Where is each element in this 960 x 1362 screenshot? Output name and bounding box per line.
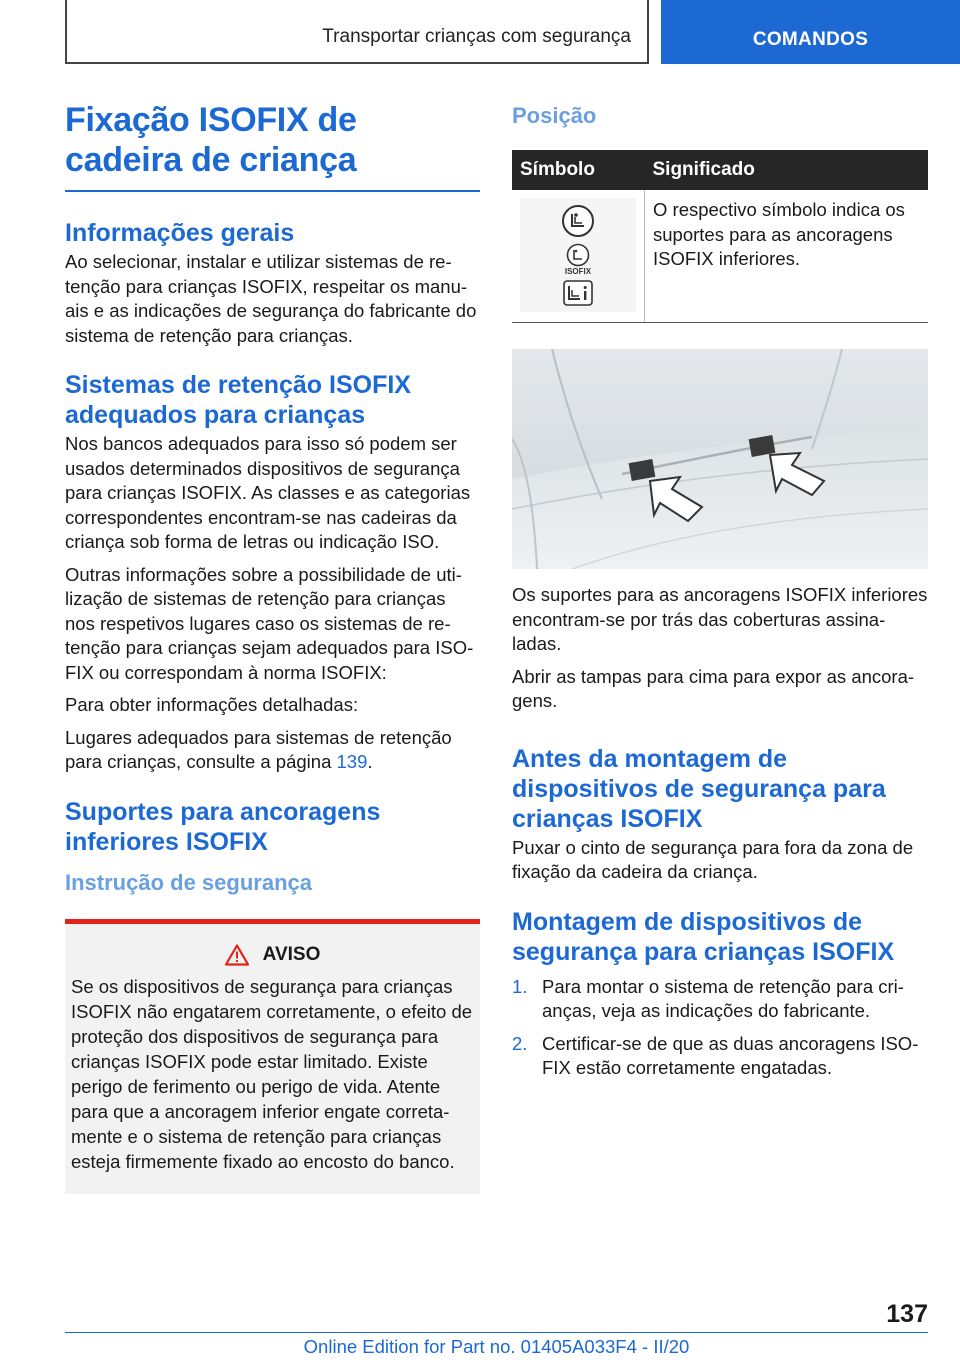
photo-text-2: Abrir as tampas para cima para expor as ancoragens. xyxy=(512,665,915,711)
position-heading: Posição xyxy=(512,103,597,128)
isofix-symbols xyxy=(520,198,636,312)
warning-title: AVISO xyxy=(262,943,321,965)
systems-heading: Sistemas de retenção ISOFIX adequados para crianças xyxy=(65,371,411,429)
chapter-title: Transportar crianças com segurança xyxy=(65,0,649,64)
before-heading: Antes da montagem de dispositivos de segurança para crianças ISOFIX xyxy=(512,744,886,833)
symbol-cell xyxy=(512,190,645,323)
systems-text-1: Nos bancos adequados para isso só podem ser usados determinados dispositivos de segurança para crianças ISOFIX. As classes e as categorias correspondentes encontram-se nas cadeiras da criança sob forma de letras ou indicação ISO. xyxy=(65,433,471,552)
edition-text: Online Edition for Part no. 01405A033F4 - II/20 xyxy=(303,1336,690,1357)
isofix-seat-photo xyxy=(512,349,928,569)
table-header-meaning: Significado xyxy=(645,150,929,190)
warning-header xyxy=(71,944,474,966)
list-item xyxy=(512,1032,928,1081)
symbol-table xyxy=(512,150,928,323)
footer-divider xyxy=(65,1332,928,1333)
mount-steps xyxy=(512,975,928,1081)
warning-text: Se os dispositivos de segurança para crianças ISOFIX não engatarem corretamente, o efeito de proteção dos dispositivos de segurança para crianças ISOFIX pode estar limitado. Existe perigo de ferimento ou perigo de vida. Atente para que a ancoragem inferior engate corretamente e o sistema de retenção para crianças esteja firmemente fixado ao encosto do banco. xyxy=(71,975,473,1172)
safety-subheading: Instrução de segurança xyxy=(65,869,312,895)
meaning-cell: O respectivo símbolo indica os suportes para as ancoragens ISOFIX inferiores. xyxy=(645,190,929,323)
warning-triangle-icon xyxy=(225,944,249,966)
step-text: Certificar-se de que as duas ancoragens ISOFIX estão corretamente engatadas. xyxy=(542,1032,919,1078)
mount-heading: Montagem de dispositivos de segurança para crianças ISOFIX xyxy=(512,907,895,966)
table-row xyxy=(512,190,928,323)
table-header-symbol: Símbolo xyxy=(512,150,645,190)
systems-text-2: Outras informações sobre a possibilidade de utilização de sistemas de retenção para crianças nos respetivos lugares caso os sistemas de retenção para crianças sejam adequados para ISOFIX ou correspondam à norma ISOFIX: xyxy=(65,563,474,683)
right-column xyxy=(512,100,928,1089)
systems-text-4 xyxy=(65,726,480,775)
list-item xyxy=(512,975,928,1024)
section-tab[interactable]: COMANDOS xyxy=(661,0,960,64)
step-number: 1. xyxy=(512,975,528,997)
anchor-heading: Suportes para ancoragens inferiores ISOFIX xyxy=(65,797,381,856)
photo-text-1: Os suportes para as ancoragens ISOFIX inferiores encontram-se por trás das coberturas assinaladas. xyxy=(512,584,928,654)
systems-text-3: Para obter informações detalhadas: xyxy=(65,694,359,715)
step-number: 2. xyxy=(512,1032,528,1054)
before-text: Puxar o cinto de segurança para fora da zona de fixação da cadeira da criança. xyxy=(512,836,914,882)
isofix-icon-label: ISOFIX xyxy=(564,266,592,276)
isofix-circle-icon xyxy=(561,204,595,238)
left-column xyxy=(65,100,480,1194)
isofix-small-circle-icon xyxy=(566,243,590,267)
warning-box xyxy=(65,919,480,1194)
isofix-info-icon xyxy=(563,280,593,306)
page-link-139[interactable]: 139 xyxy=(336,751,368,772)
systems-text-4-pre: Lugares adequados para sistemas de retenção para crianças, consulte a página xyxy=(65,726,452,772)
page-number: 137 xyxy=(886,1300,928,1328)
systems-text-4-post: . xyxy=(367,751,373,772)
step-text: Para montar o sistema de retenção para crianças, veja as indicações do fabricante. xyxy=(542,975,904,1021)
info-heading: Informações gerais xyxy=(65,219,295,247)
page-title: Fixação ISOFIX de cadeira de criança xyxy=(65,100,480,192)
isofix-labeled-symbol xyxy=(565,243,591,276)
info-text: Ao selecionar, instalar e utilizar sistemas de retenção para crianças ISOFIX, respeitar os manuais e as indicações de segurança do fabricante do sistema de retenção para crianças. xyxy=(65,251,477,346)
